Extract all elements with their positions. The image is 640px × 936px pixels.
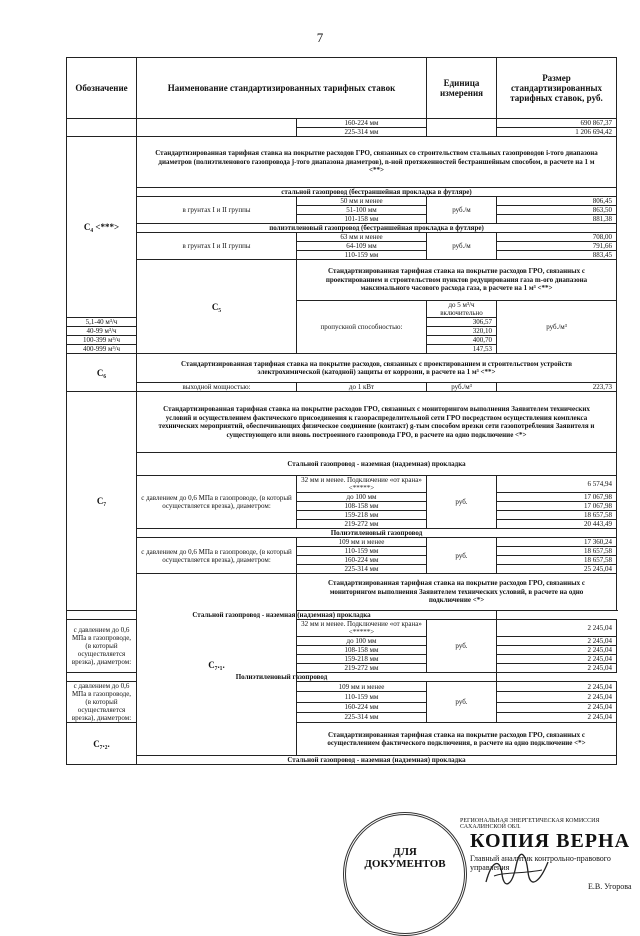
table-row: 64-109 мм 791,66 — [67, 242, 617, 251]
section-title: Стандартизированная тарифная ставка на покрытие расходов ГРО, связанных со строительством стальных газопроводов i-того диапазона диаметров (полиэтиленового газопровода j-того диапазона диаметров), n-ной протяженностей бестраншейным способом, в расчете на 1 м <**> — [137, 137, 617, 188]
table-row: 219-272 мм 2 245,04 — [67, 664, 617, 673]
code-c7-2: C₇.₂. — [67, 723, 137, 765]
signature-icon — [482, 852, 552, 892]
page-number: 7 — [316, 30, 324, 45]
round-stamp — [343, 812, 467, 936]
table-row: с давлением до 0,6 МПа в газопроводе, (в который осуществляется врезка), диаметром: 109 мм и менее руб. 17 360,24 — [67, 538, 617, 547]
header-unit: Единица измерения — [427, 58, 497, 119]
copy-verified-title: КОПИЯ ВЕРНА — [470, 830, 631, 852]
tariff-table — [66, 57, 617, 765]
code-c7-1: C₇.₁. — [137, 574, 297, 756]
table-row: в грунтах I и II группы 63 мм и менее руб./м 708,00 — [67, 233, 617, 242]
section-title: Стандартизированная тарифная ставка на покрытие расходов ГРО, связанных с осуществлением фактического подключения, в расчете на одно подключение <*> — [297, 723, 617, 756]
table-row: 100-399 м³/ч 400,70 — [67, 336, 617, 345]
stamp-text: ДЛЯ — [393, 846, 417, 858]
section-c5 — [67, 260, 617, 301]
subsection-title: Полиэтиленовый газопровод — [137, 529, 617, 538]
header-name: Наименование стандартизированных тарифных ставок — [137, 58, 427, 119]
section-title: Стандартизированная тарифная ставка на покрытие расходов ГРО, связанных с мониторингом выполнения Заявителем технических условий и осуществлением фактического присоединения к газораспределительной сети ГРО посредством осуществления комплекса технических мероприятий, обеспечивающих физическое соединение (контакт) g-тым способом врезки сети газопотребления Заявителя и существующего или вновь построенного газопровода ГРО, в расчете на одно подключение <*> — [137, 392, 617, 453]
code-c6: C₆ — [67, 354, 137, 392]
table-row: 159-218 мм 18 657,58 — [67, 511, 617, 520]
table-row: 160-224 мм 18 657,58 — [67, 556, 617, 565]
code-c4: C₄ <***> — [67, 137, 137, 318]
section-c4 — [67, 137, 617, 188]
table-row: выходной мощностью: до 1 кВт руб./м³ 223,73 — [67, 383, 617, 392]
section-title: Стандартизированная тарифная ставка на покрытие расходов, связанных с проектированием и строительством устройств электрохимической (катодной) защиты от коррозии, в расчете на 1 м³ <**> — [137, 354, 617, 383]
table-row: 110-159 мм 883,45 — [67, 251, 617, 260]
stamp-text: ДОКУМЕНТОВ — [364, 858, 446, 870]
table-row: 110-159 мм 2 245,04 — [67, 692, 617, 702]
section-title: Стандартизированная тарифная ставка на покрытие расходов ГРО, связанных с проектированием и строительством пунктов редуцирования газа m-ого диапазона максимального часового расхода газа, в расчете на 1 м³ <**> — [297, 260, 617, 301]
header-value: Размер стандартизированных тарифных ставок, руб. — [497, 58, 617, 119]
table-row: 51-100 мм 863,50 — [67, 206, 617, 215]
table-row: 101-158 мм 881,38 — [67, 215, 617, 224]
section-c7 — [67, 392, 617, 453]
certification-name: Е.В. Угорова — [588, 882, 632, 891]
code-c5: C₅ — [137, 260, 297, 354]
table-row: 219-272 мм 20 443,49 — [67, 520, 617, 529]
table-row: с давлением до 0,6 МПа в газопроводе, (в который осуществляется врезка), диаметром: 109 мм и менее руб. 2 245,04 — [67, 682, 617, 692]
table-row: 108-158 мм 2 245,04 — [67, 646, 617, 655]
table-row: до 100 мм 2 245,04 — [67, 637, 617, 646]
table-header — [67, 58, 617, 119]
header-code: Обозначение — [67, 58, 137, 119]
subsection-title: полиэтиленовый газопровод (бестраншейная прокладка в футляре) — [137, 224, 617, 233]
section-title: Стандартизированная тарифная ставка на покрытие расходов ГРО, связанных с мониторингом выполнения Заявителем технических условий, в расчете на одно подключение <*> — [297, 574, 617, 611]
table-row: 225-314 мм 25 245,04 — [67, 565, 617, 574]
section-c6 — [67, 354, 617, 383]
table-row: пропускной способностью: до 5 м³/ч включительно руб./м³ — [67, 301, 617, 318]
certification-position: Главный аналитик контрольно-правового управления — [470, 854, 611, 872]
table-row: 225-314 мм 2 245,04 — [67, 712, 617, 722]
table-row: 159-218 мм 2 245,04 — [67, 655, 617, 664]
subsection-title: Стальной газопровод - наземная (надземная) прокладка — [137, 756, 617, 765]
subsection-title: Стальной газопровод - наземная (надземная) прокладка — [67, 611, 497, 620]
table-row: 108-158 мм 17 067,98 — [67, 502, 617, 511]
code-c7: C₇ — [67, 392, 137, 611]
table-row: 160-224 мм 2 245,04 — [67, 702, 617, 712]
section-c7-1 — [67, 574, 617, 611]
table-row: 40-99 м³/ч 320,10 — [67, 327, 617, 336]
table-row: 5,1-40 м³/ч 306,57 — [67, 318, 617, 327]
subsection-title: стальной газопровод (бестраншейная прокладка в футляре) — [137, 188, 617, 197]
table-row: с давлением до 0,6 МПа в газопроводе, (в который осуществляется врезка), диаметром: 32 мм и менее. Подключение «от крана» <*****> руб. 6 574,94 — [67, 476, 617, 493]
subsection-title: Стальной газопровод - наземная (надземная) прокладка — [137, 453, 617, 476]
table-row: 160-224 мм 690 867,37 — [67, 119, 617, 128]
table-row: с давлением до 0,6 МПа в газопроводе, (в который осуществляется врезка), диаметром: 32 мм и менее. Подключение «от крана» <*****> руб. 2 245,04 — [67, 620, 617, 637]
table-row: 225-314 мм 1 206 694,42 — [67, 128, 617, 137]
subsection-title: Полиэтиленовый газопровод — [67, 673, 497, 682]
table-row: в грунтах I и II группы 50 мм и менее руб./м 806,45 — [67, 197, 617, 206]
table-row: до 100 мм 17 067,98 — [67, 493, 617, 502]
table-row: 400-999 м³/ч 147,53 — [67, 345, 617, 354]
certification-header: РЕГИОНАЛЬНАЯ ЭНЕРГЕТИЧЕСКАЯ КОМИССИЯ САХАЛИНСКОЙ ОБЛ. — [460, 818, 600, 830]
table-row: 110-159 мм 18 657,58 — [67, 547, 617, 556]
